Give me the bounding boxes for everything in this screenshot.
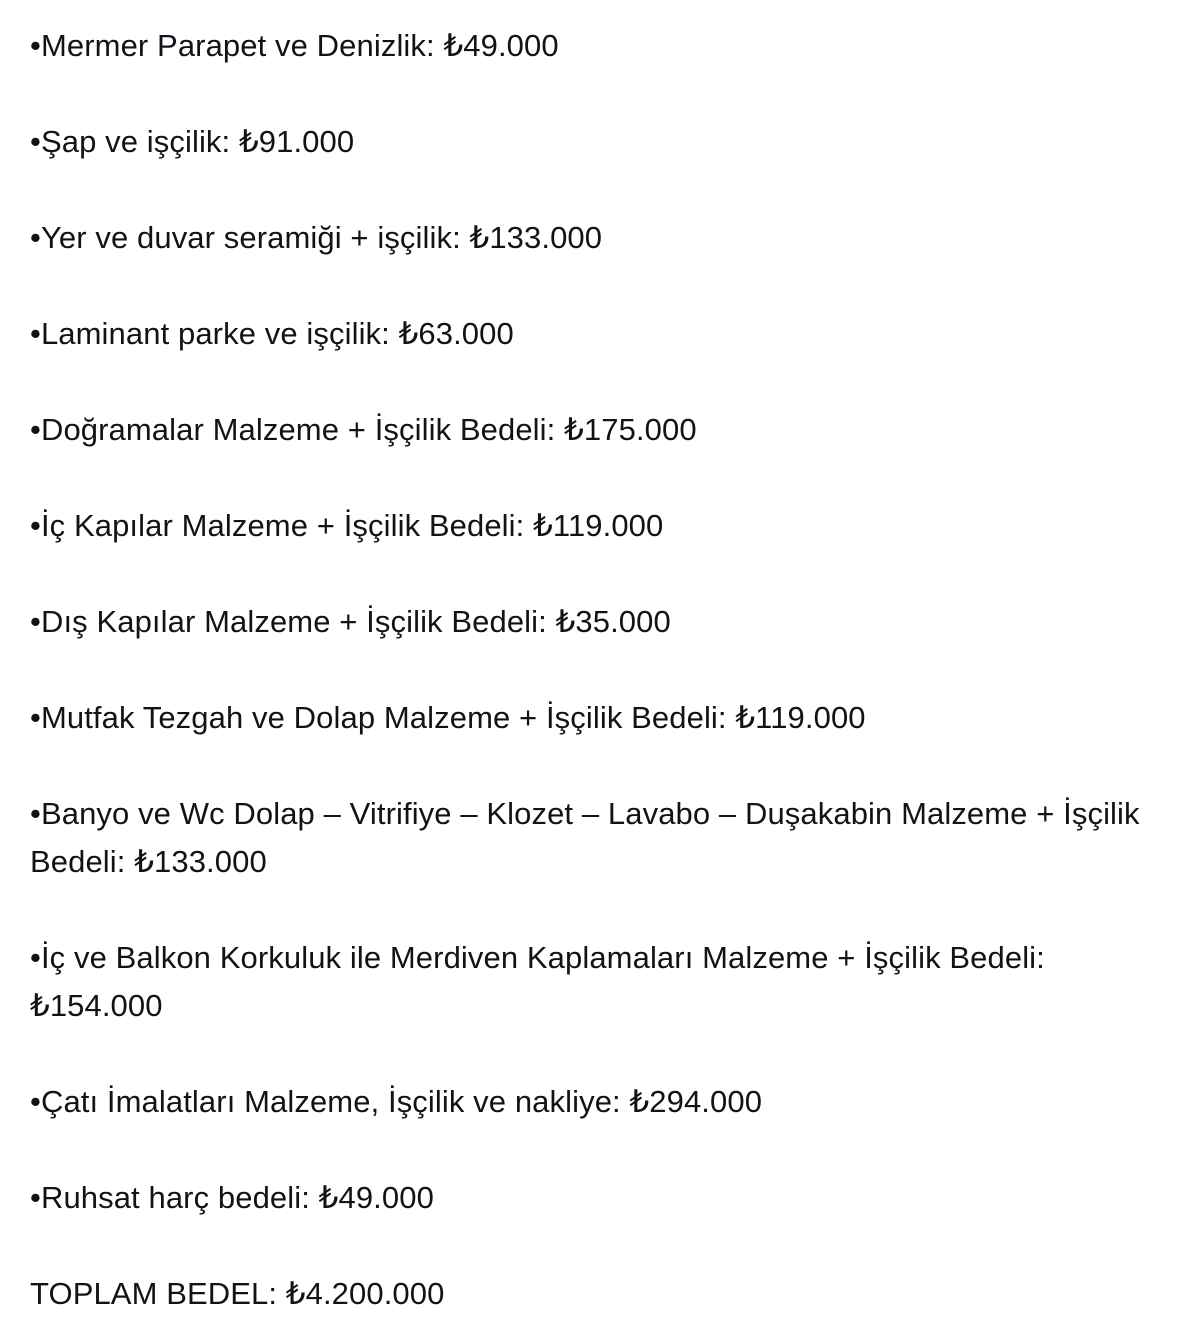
cost-item-laminate: •Laminant parke ve işçilik: ₺63.000 bbox=[30, 316, 514, 351]
cost-item-roof: •Çatı İmalatları Malzeme, İşçilik ve nakliye: ₺294.000 bbox=[30, 1084, 763, 1119]
cost-item-interior-doors: •İç Kapılar Malzeme + İşçilik Bedeli: ₺119.000 bbox=[30, 508, 664, 543]
cost-item-screed: •Şap ve işçilik: ₺91.000 bbox=[30, 124, 355, 159]
cost-item-railings-stairs: •İç ve Balkon Korkuluk ile Merdiven Kaplamaları Malzeme + İşçilik Bedeli: ₺154.000 bbox=[30, 940, 1045, 1023]
cost-item-marble: •Mermer Parapet ve Denizlik: ₺49.000 bbox=[30, 28, 559, 63]
cost-list-document bbox=[30, 0, 1160, 1318]
cost-item-permit: •Ruhsat harç bedeli: ₺49.000 bbox=[30, 1180, 434, 1215]
cost-item-exterior-doors: •Dış Kapılar Malzeme + İşçilik Bedeli: ₺35.000 bbox=[30, 604, 671, 639]
cost-item-joinery: •Doğramalar Malzeme + İşçilik Bedeli: ₺175.000 bbox=[30, 412, 697, 447]
cost-item-bathroom: •Banyo ve Wc Dolap – Vitrifiye – Klozet – Lavabo – Duşakabin Malzeme + İşçilik Bedeli: ₺133.000 bbox=[30, 796, 1140, 879]
total-cost: TOPLAM BEDEL: ₺4.200.000 bbox=[30, 1276, 445, 1311]
cost-item-ceramic: •Yer ve duvar seramiği + işçilik: ₺133.000 bbox=[30, 220, 603, 255]
cost-item-kitchen: •Mutfak Tezgah ve Dolap Malzeme + İşçilik Bedeli: ₺119.000 bbox=[30, 700, 866, 735]
